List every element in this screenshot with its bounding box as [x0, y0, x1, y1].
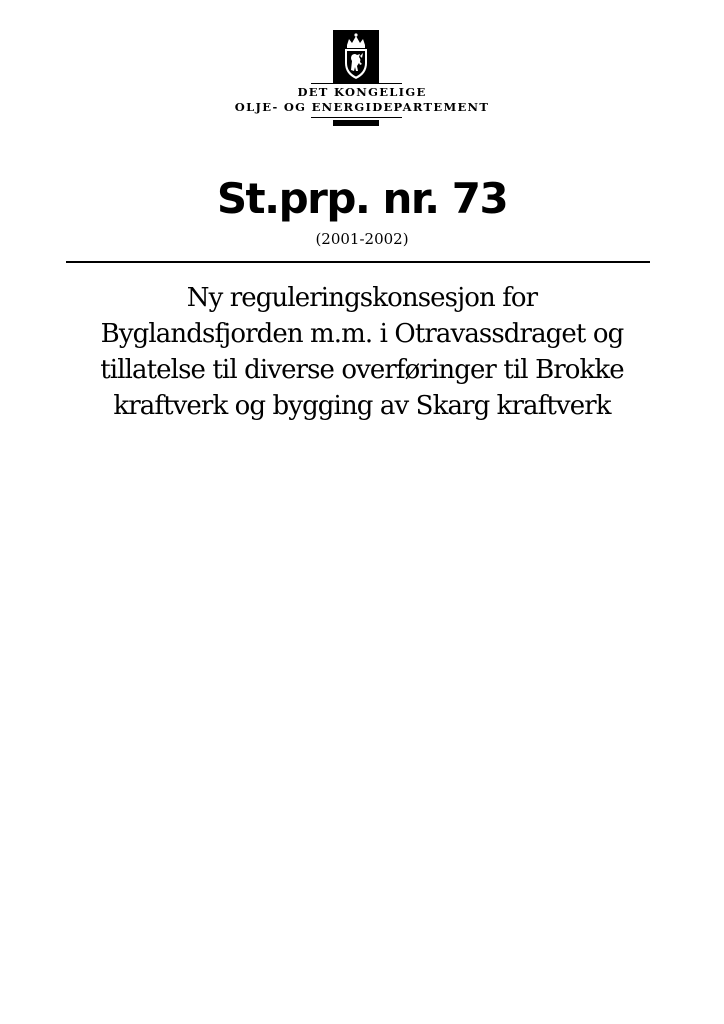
- title-divider: [66, 261, 650, 263]
- title-line: kraftverk og bygging av Skarg kraftverk: [113, 391, 611, 421]
- document-number: St.prp. nr. 73: [216, 174, 508, 223]
- header-rule-bottom: [311, 117, 402, 118]
- title-line: Byglandsfjorden m.m. i Otravassdraget og: [100, 319, 624, 349]
- header-rule-top: [311, 83, 402, 84]
- norwegian-coat-of-arms-icon: [333, 30, 379, 84]
- header-bar: [333, 120, 379, 126]
- document-title: [40, 280, 684, 424]
- ministry-name-line2: OLJE- OG ENERGIDEPARTEMENT: [234, 100, 490, 114]
- session-years: (2001-2002): [315, 230, 409, 248]
- title-line: Ny reguleringskonsesjon for: [186, 283, 538, 313]
- ministry-name-line1: DET KONGELIGE: [297, 85, 427, 99]
- title-line: tillatelse til diverse overføringer til Brokke: [100, 355, 624, 385]
